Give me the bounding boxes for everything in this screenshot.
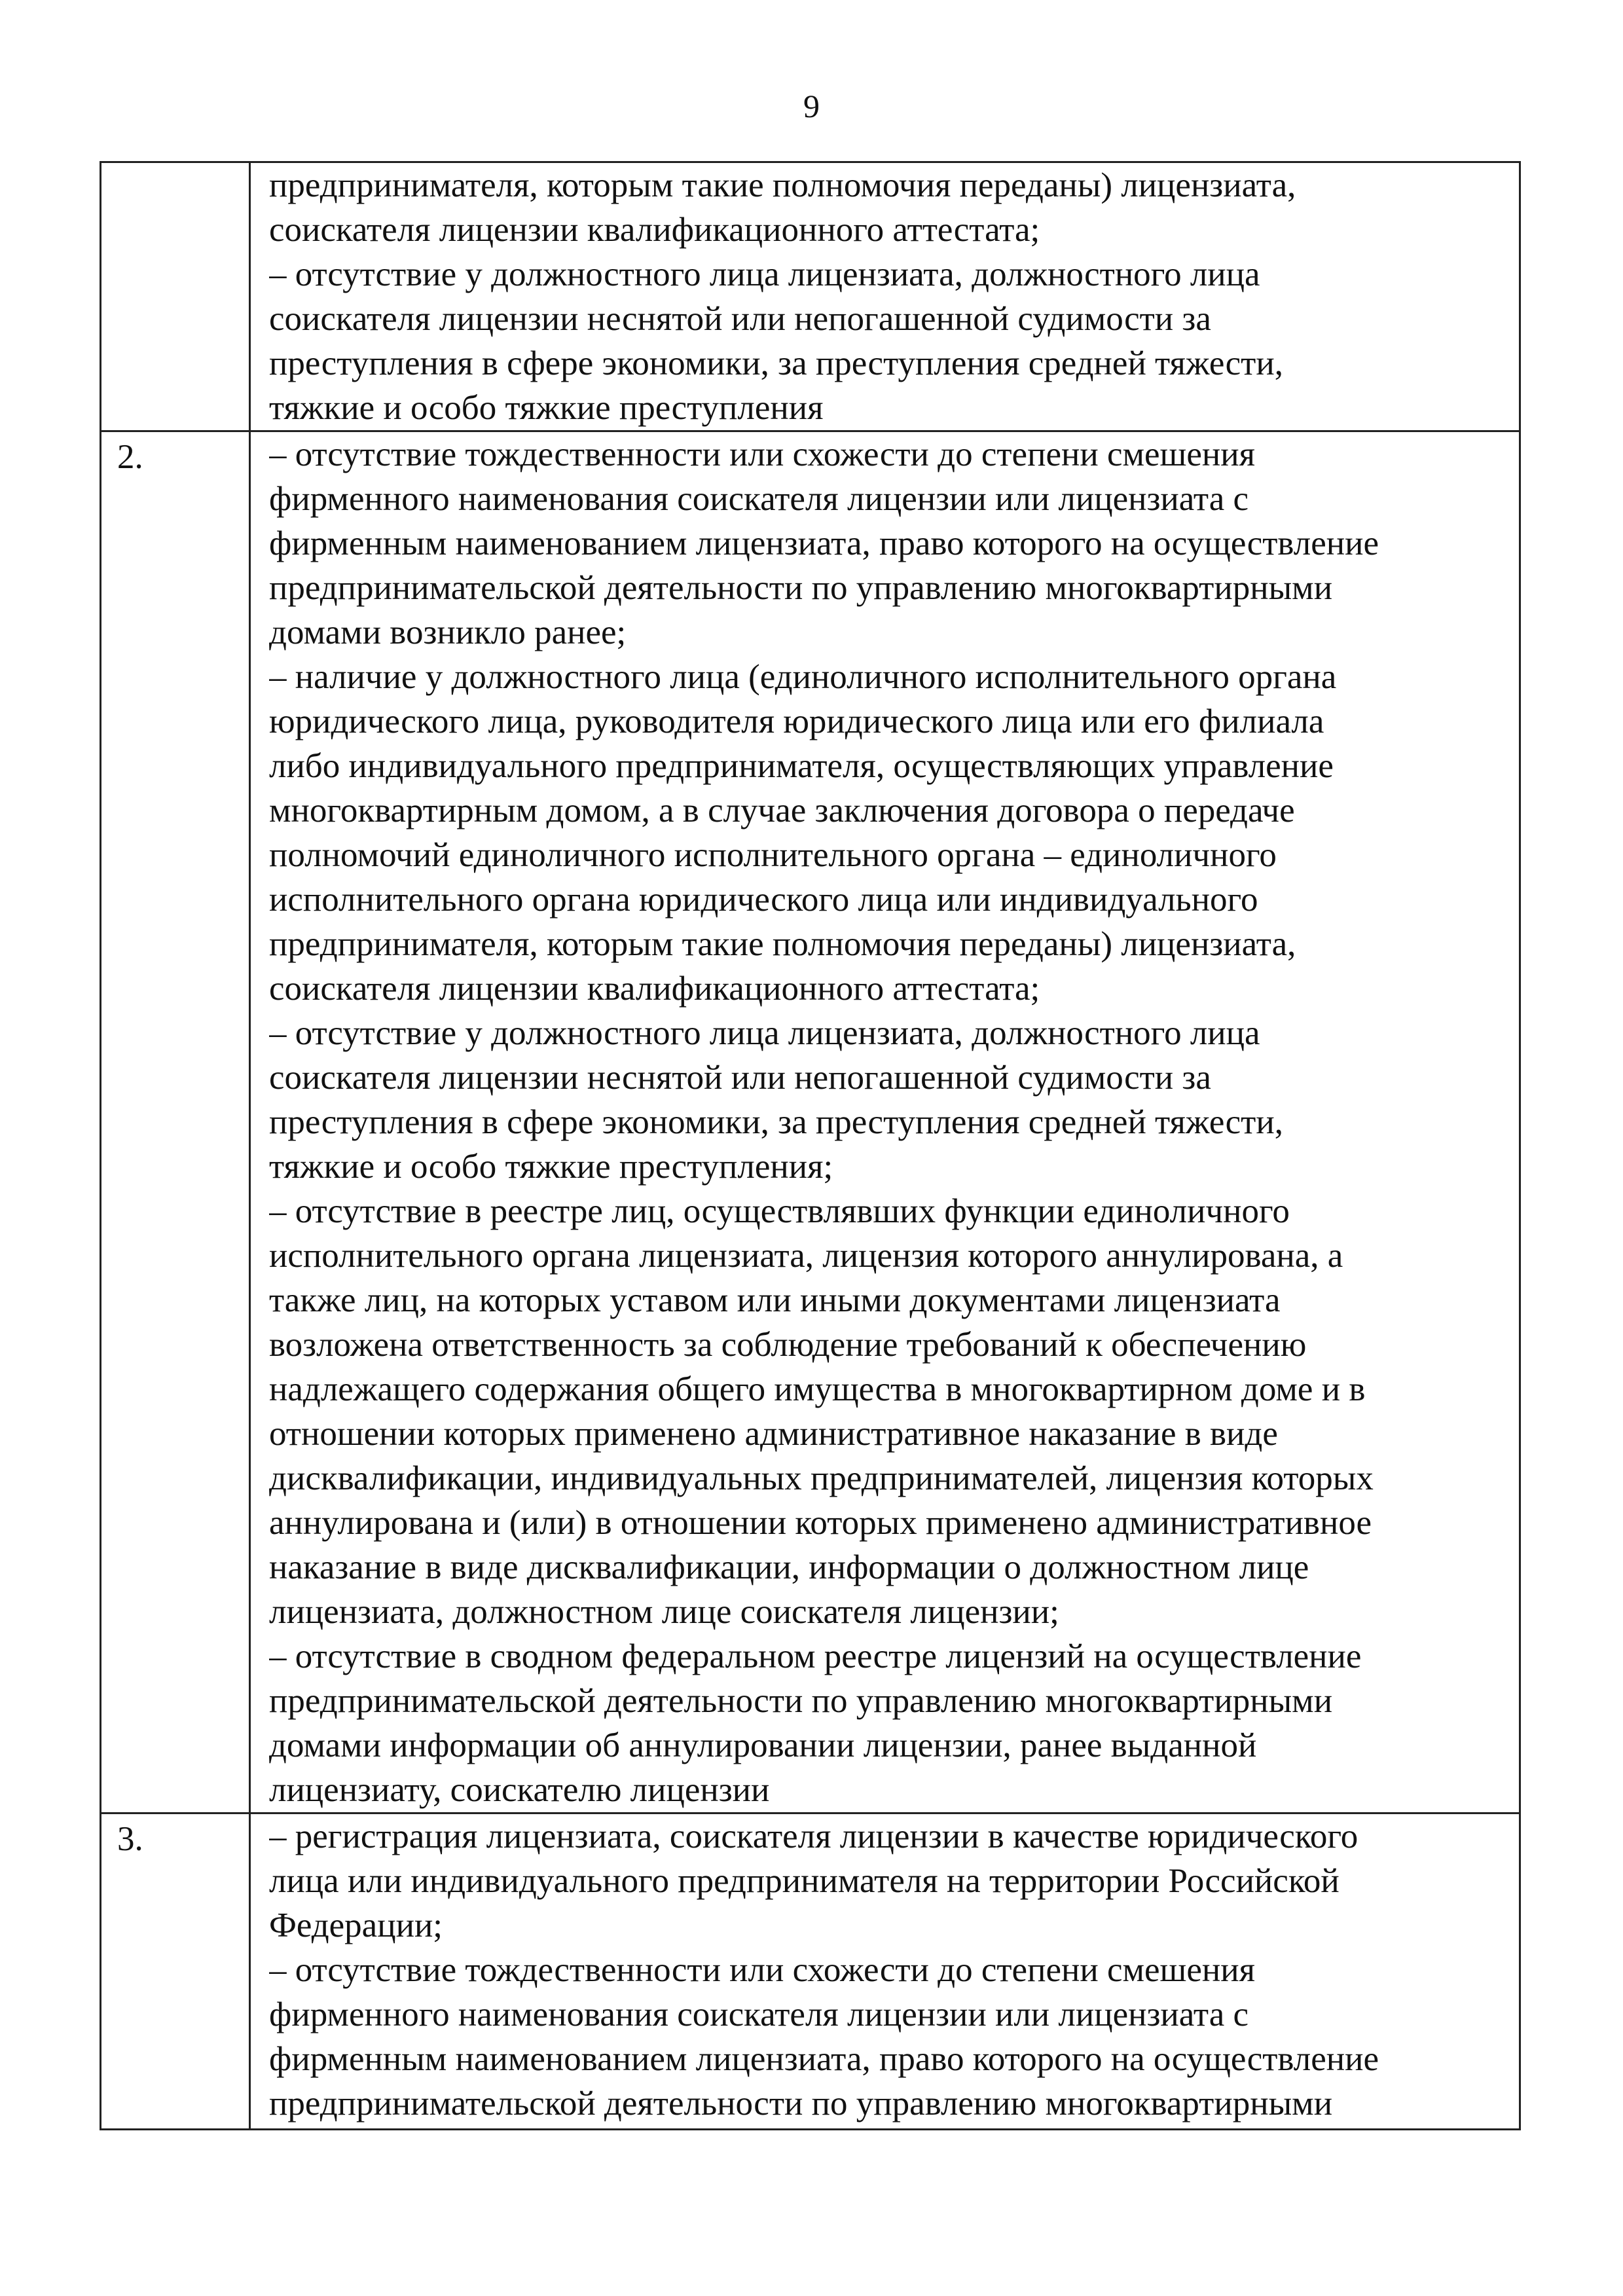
text-line: соискателя лицензии квалификационного аттестата; — [269, 211, 1040, 249]
text-line: – отсутствие тождественности или схожести до степени смешения — [269, 435, 1255, 473]
page-number: 9 — [803, 88, 820, 124]
text-line: предпринимательской деятельности по управлению многоквартирными — [269, 1682, 1333, 1720]
row-number-cell — [101, 431, 250, 1813]
text-line: соискателя лицензии неснятой или непогашенной судимости за — [269, 1059, 1211, 1097]
text-line: соискателя лицензии квалификационного аттестата; — [269, 970, 1040, 1008]
text-line: исполнительного органа лицензиата, лицензия которого аннулирована, а — [269, 1237, 1343, 1275]
text-line: тяжкие и особо тяжкие преступления — [269, 389, 824, 427]
row-number-cell — [101, 1813, 250, 2130]
row-number-cell — [101, 162, 250, 431]
text-line: фирменного наименования соискателя лицензии или лицензиата с — [269, 1995, 1249, 2033]
text-line: также лиц, на которых уставом или иными документами лицензиата — [269, 1281, 1281, 1319]
text-line: лицензиата, должностном лице соискателя лицензии; — [269, 1593, 1059, 1631]
text-line: домами возникло ранее; — [269, 613, 627, 651]
text-line: – отсутствие тождественности или схожести до степени смешения — [269, 1951, 1255, 1989]
text-line: аннулирована и (или) в отношении которых применено административное — [269, 1504, 1372, 1542]
text-line: либо индивидуального предпринимателя, осуществляющих управление — [269, 747, 1334, 785]
text-line: – наличие у должностного лица (единоличного исполнительного органа — [269, 658, 1337, 696]
text-line: предпринимательской деятельности по управлению многоквартирными — [269, 2085, 1333, 2123]
text-line: исполнительного органа юридического лица или индивидуального — [269, 881, 1258, 919]
text-line: дисквалификации, индивидуальных предпринимателей, лицензия которых — [269, 1459, 1374, 1497]
text-line: – отсутствие у должностного лица лицензиата, должностного лица — [269, 1014, 1260, 1052]
text-line: многоквартирным домом, а в случае заключения договора о передаче — [269, 792, 1295, 829]
text-line: соискателя лицензии неснятой или непогашенной судимости за — [269, 300, 1211, 338]
text-line: возложена ответственность за соблюдение требований к обеспечению — [269, 1326, 1307, 1364]
text-line: – отсутствие у должностного лица лицензиата, должностного лица — [269, 255, 1260, 293]
text-line: преступления в сфере экономики, за преступления средней тяжести, — [269, 1103, 1283, 1141]
requirements-table — [100, 161, 1521, 2130]
text-line: фирменным наименованием лицензиата, право которого на осуществление — [269, 2040, 1379, 2078]
text-line: тяжкие и особо тяжкие преступления; — [269, 1148, 833, 1186]
text-line: предпринимательской деятельности по управлению многоквартирными — [269, 569, 1333, 607]
text-line: фирменным наименованием лицензиата, право которого на осуществление — [269, 524, 1379, 562]
text-line: предпринимателя, которым такие полномочия переданы) лицензиата, — [269, 166, 1296, 204]
row-number: 2. — [117, 438, 143, 476]
text-line: фирменного наименования соискателя лицензии или лицензиата с — [269, 480, 1249, 518]
text-line: полномочий единоличного исполнительного органа – единоличного — [269, 836, 1277, 874]
row-number: 3. — [117, 1820, 143, 1858]
text-line: преступления в сфере экономики, за преступления средней тяжести, — [269, 344, 1283, 382]
text-line: юридического лица, руководителя юридического лица или его филиала — [269, 702, 1324, 740]
text-line: лицензиату, соискателю лицензии — [269, 1771, 770, 1809]
row-text-cell — [250, 431, 1520, 1813]
row-number — [101, 163, 249, 166]
text-line: Федерации; — [269, 1906, 443, 1944]
text-line: предпринимателя, которым такие полномочия переданы) лицензиата, — [269, 925, 1296, 963]
text-line: отношении которых применено административное наказание в виде — [269, 1415, 1278, 1453]
text-line: лица или индивидуального предпринимателя на территории Российской — [269, 1862, 1340, 1900]
text-line: – отсутствие в реестре лиц, осуществлявших функции единоличного — [269, 1192, 1290, 1230]
text-line: – отсутствие в сводном федеральном реестре лицензий на осуществление — [269, 1637, 1362, 1675]
row-text-cell — [250, 1813, 1520, 2130]
table-row-2 — [101, 431, 1520, 1813]
row-text-cell — [250, 162, 1520, 431]
table-row-3 — [101, 1813, 1520, 2130]
text-line: домами информации об аннулировании лицензии, ранее выданной — [269, 1726, 1257, 1764]
table-row-continuation — [101, 162, 1520, 431]
text-line: наказание в виде дисквалификации, информации о должностном лице — [269, 1548, 1309, 1586]
text-line: – регистрация лицензиата, соискателя лицензии в качестве юридического — [269, 1817, 1359, 1855]
text-line: надлежащего содержания общего имущества в многоквартирном доме и в — [269, 1370, 1366, 1408]
